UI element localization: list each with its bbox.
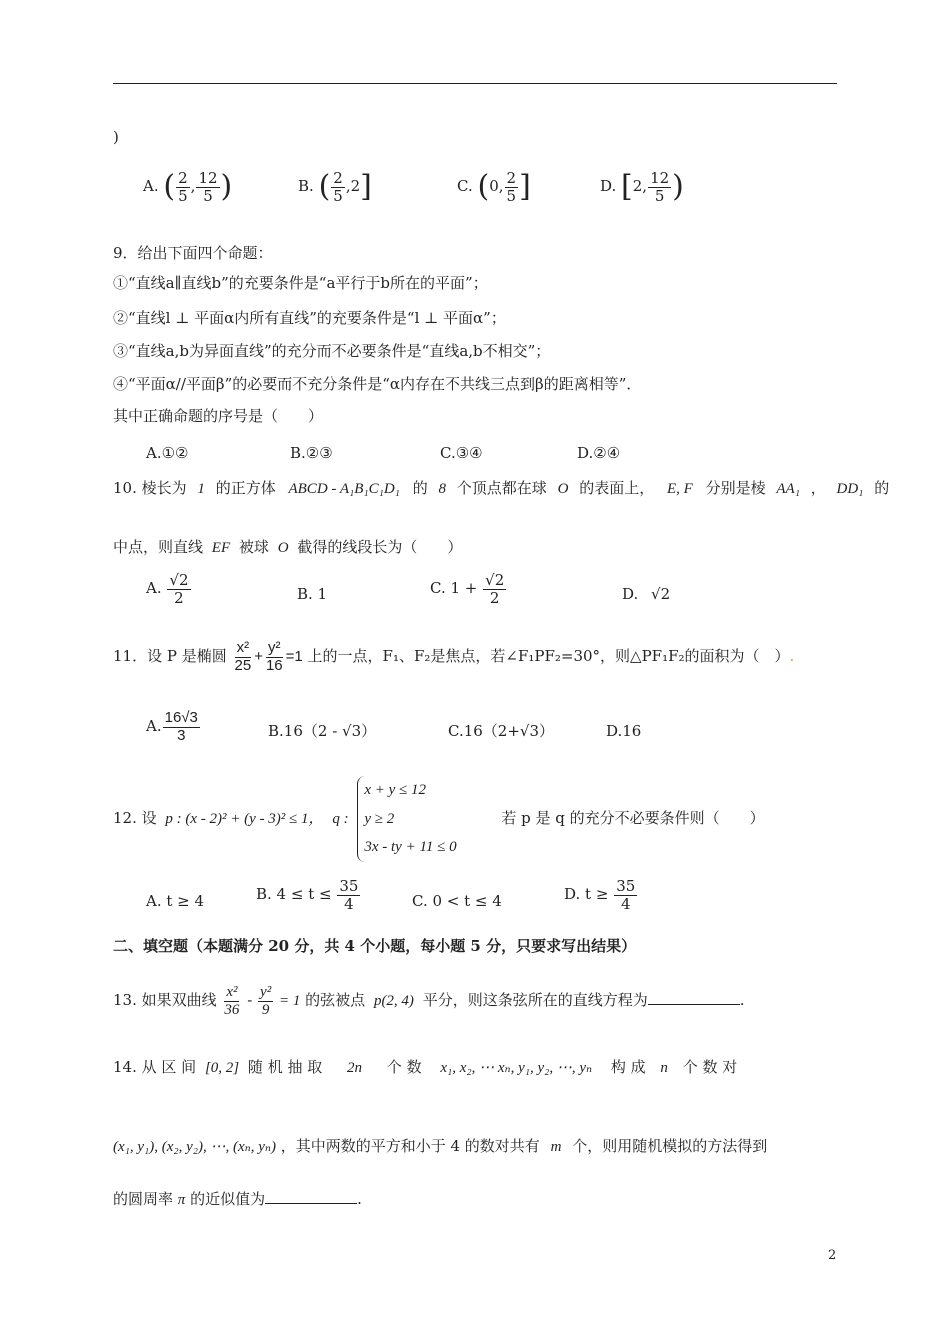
q14-answer-blank[interactable] [265, 1189, 357, 1204]
q14-line-2: (x₁, y₁), (x₂, y₂), ⋯, (xₙ, yₙ) ，其中两数的平方和小于 4 的数对共有 m 个，则用随机模拟的方法得到 [113, 1137, 768, 1155]
q9-proposition-4: ④“平面α//平面β”的必要而不充分条件是“α内存在不共线三点到β的距离相等”． [113, 375, 642, 393]
q10-line-1: 10. 棱长为 1 的正方体 ABCD - A₁B₁C₁D₁ 的 8 个顶点都在球 O 的表面上， E, F 分别是棱 AA₁ ， DD₁ 的 [113, 479, 890, 497]
q9-stem: 9．给出下面四个命题： [113, 244, 273, 262]
q8-close-paren: ) [113, 128, 119, 146]
q10-option-b: B. 1 [297, 585, 328, 603]
q12-stem: 12. 设 p : (x - 2)² + (y - 3)² ≤ 1， q : x + y ≤ 12 y ≥ 2 3x - ty + 11 ≤ 0 若 p 是 q 的充分不必要条件则（ ） [113, 776, 765, 862]
q10-option-d: D. √2 [622, 585, 671, 603]
q12-constraint-system: x + y ≤ 12 y ≥ 2 3x - ty + 11 ≤ 0 [357, 776, 456, 862]
q12-option-b: B. 4 ≤ t ≤ $\frac{35}{4}$ [256, 877, 359, 913]
q14-line-3: 的圆周率 π 的近似值为 . [113, 1190, 362, 1208]
q9-option-b: B.②③ [290, 444, 333, 462]
q9-ask: 其中正确命题的序号是（ ） [113, 407, 324, 425]
q12-option-a: A. t ≥ 4 [146, 892, 205, 910]
q10-line-2: 中点，则直线 EF 被球 O 截得的线段长为（ ） [113, 538, 463, 556]
q8-option-d: D. [2, $\frac{12}{5}$ ) [600, 169, 684, 205]
q13-answer-blank[interactable] [648, 990, 740, 1005]
q8-option-b: B. ( $\frac{2}{5}$ ,2] [298, 169, 372, 205]
q9-option-c: C.③④ [440, 444, 483, 462]
q11-option-c: C.16（2+√3） [448, 722, 555, 740]
q9-option-a: A.①② [146, 444, 189, 462]
q11-stem: 11．设 P 是椭圆 $\frac{\text{x²}}{25}$ + $\frac{\text{y²}}{16}$ =1 上的一点，F₁、F₂是焦点，若∠F₁PF₂=30°，则△PF₁F₂的面积为（ ）. [113, 639, 795, 674]
q9-proposition-1: ①“直线a∥直线b”的充要条件是“a平行于b所在的平面”； [113, 274, 488, 292]
q9-proposition-2: ②“直线l ⊥ 平面α内所有直线”的充要条件是“l ⊥ 平面α”； [113, 309, 506, 327]
q14-line-1: 14. 从 区 间 [0, 2] 随 机 抽 取 2n 个 数 x₁, x₂, ⋯ xₙ, y₁, y₂, ⋯, yₙ 构 成 n 个 数 对 [113, 1058, 738, 1076]
q12-option-c: C. 0 < t ≤ 4 [412, 892, 502, 910]
q10-option-a: A. $\frac{√2}{2}$ [146, 571, 189, 607]
page-number: 2 [828, 1248, 837, 1263]
q13-stem: 13. 如果双曲线 $\frac{\text{x²}}{36}$ - $\frac{\text{y²}}{9}$ = 1 的弦被点 p(2, 4) 平分，则这条弦所在的直线方程为 . [113, 984, 745, 1018]
q9-option-d: D.②④ [577, 444, 621, 462]
q9-proposition-3: ③“直线a,b为异面直线”的充分而不必要条件是“直线a,b不相交”； [113, 342, 551, 360]
section-2-title: 二、填空题（本题满分 20 分，共 4 个小题，每小题 5 分，只要求写出结果） [113, 937, 637, 955]
q10-option-c: C. 1 + $\frac{√2}{2}$ [430, 571, 505, 607]
q12-option-d: D. t ≥ $\frac{35}{4}$ [564, 877, 636, 913]
q11-option-d: D.16 [606, 722, 642, 740]
header-rule [113, 83, 837, 84]
q11-option-a: A. $\frac{16√3}{3}$ [146, 709, 198, 744]
q8-option-c: C. (0, $\frac{2}{5}$ ] [457, 169, 531, 205]
q11-option-b: B.16（2 - √3） [268, 722, 377, 740]
q8-option-a: A. ( $\frac{2}{5}$ , $\frac{12}{5}$ ) [143, 169, 233, 205]
